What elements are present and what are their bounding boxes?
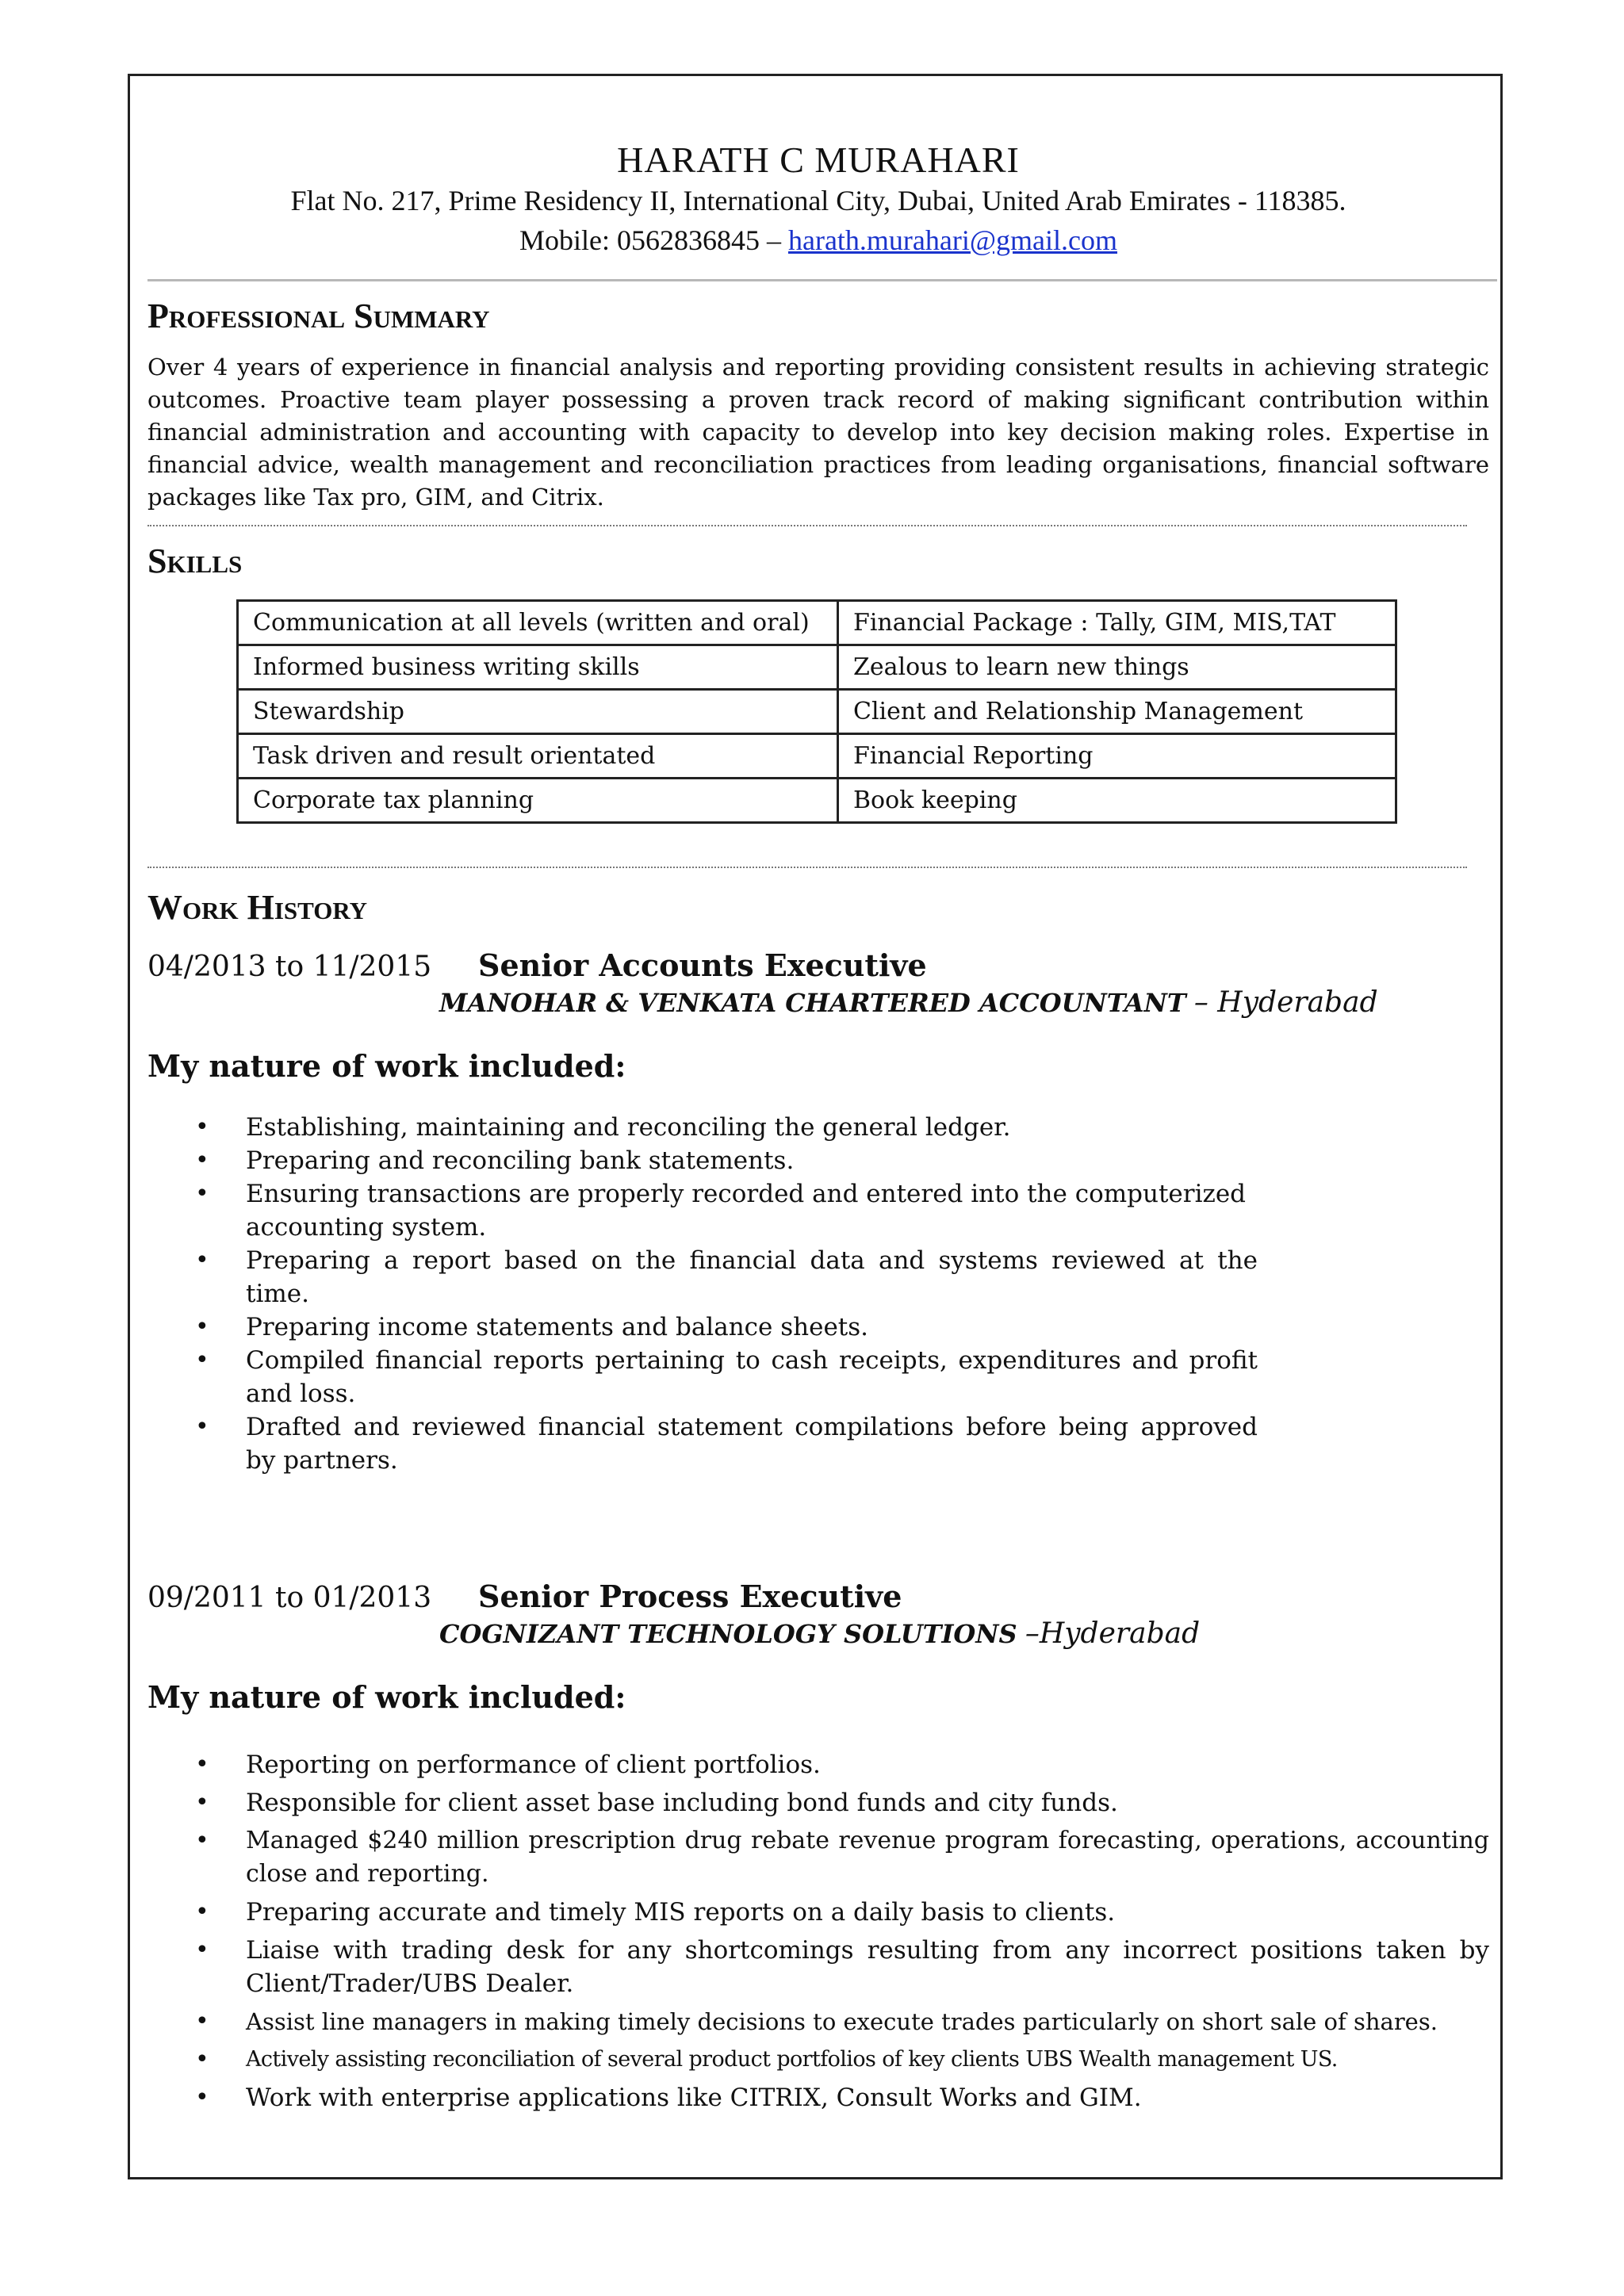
bullet-icon: • [195, 2084, 209, 2111]
bullet-icon: • [195, 1413, 209, 1441]
nature-of-work-label: My nature of work included: [147, 1679, 626, 1715]
nature-of-work-label: My nature of work included: [147, 1048, 626, 1084]
skill-cell: Corporate tax planning [238, 779, 838, 823]
job-company-line [147, 985, 1489, 1020]
bullet-icon: • [195, 1313, 209, 1341]
bullet-icon: • [195, 1146, 209, 1174]
table-row [238, 601, 1396, 645]
list-item: • Establishing, maintaining and reconciling the general ledger. [147, 1111, 1258, 1144]
job-header [147, 1578, 1489, 1617]
bullet-icon: • [195, 1180, 209, 1207]
summary-heading: Professional Summary [147, 297, 490, 335]
list-item: • Work with enterprise applications like CITRIX, Consult Works and GIM. [147, 2081, 1489, 2114]
bullet-icon: • [195, 2007, 209, 2035]
table-row [238, 734, 1396, 779]
skills-table [236, 599, 1397, 824]
skill-cell: Informed business writing skills [238, 645, 838, 690]
list-item: • Ensuring transactions are properly recorded and entered into the computerized accounting system. [147, 1177, 1253, 1244]
job-entry [147, 1578, 1489, 2114]
bullet-icon: • [195, 1246, 209, 1274]
list-item: • Managed $240 million prescription drug rebate revenue program forecasting, operations, accounting close and reporting. [147, 1824, 1489, 1891]
job-period: 09/2011 to 01/2013 [147, 1582, 432, 1614]
list-item: • Preparing income statements and balance sheets. [147, 1311, 1258, 1344]
header-divider [147, 279, 1497, 281]
list-item: • Liaise with trading desk for any shortcomings resulting from any incorrect positions taken by Client/Trader/UBS Dealer. [147, 1934, 1489, 2000]
table-row [238, 645, 1396, 690]
skill-cell: Book keeping [838, 779, 1396, 823]
list-item: • Responsible for client asset base including bond funds and city funds. [147, 1786, 1489, 1820]
job-company-line [147, 1617, 1489, 1651]
job-entry [147, 947, 1489, 1477]
bullet-icon: • [195, 2045, 209, 2073]
bullet-icon: • [195, 1113, 209, 1141]
skills-heading: Skills [147, 541, 243, 580]
bullet-icon: • [195, 1827, 209, 1854]
skill-cell: Client and Relationship Management [838, 690, 1396, 734]
contact-line [147, 220, 1489, 260]
skills-divider [147, 867, 1467, 868]
list-item: • Preparing a report based on the financial data and systems reviewed at the time. [147, 1244, 1258, 1311]
job-period: 04/2013 to 11/2015 [147, 951, 432, 983]
skill-cell: Financial Reporting [838, 734, 1396, 779]
list-item: • Drafted and reviewed financial statement compilations before being approved by partners. [147, 1410, 1258, 1477]
table-row [238, 779, 1396, 823]
work-history-heading: Work History [147, 888, 368, 927]
company-name: MANOHAR & VENKATA CHARTERED ACCOUNTANT [439, 988, 1186, 1018]
company-name: COGNIZANT TECHNOLOGY SOLUTIONS [439, 1619, 1017, 1649]
skill-cell: Stewardship [238, 690, 838, 734]
bullet-icon: • [195, 1789, 209, 1816]
skill-cell: Task driven and result orientated [238, 734, 838, 779]
duties-list [147, 1111, 1258, 1477]
resume-content [147, 140, 1489, 2114]
list-item: • Actively assisting reconciliation of several product portfolios of key clients UBS Wealth management US. [147, 2043, 1489, 2076]
table-row [238, 690, 1396, 734]
candidate-name: HARATH C MURAHARI [617, 140, 1020, 180]
resume-header [147, 140, 1489, 260]
duties-list [147, 1748, 1489, 2114]
list-item: • Compiled financial reports pertaining to cash receipts, expenditures and profit and loss. [147, 1344, 1258, 1410]
summary-text: Over 4 years of experience in financial analysis and reporting providing consistent results in achieving strategic outcomes. Proactive team player possessing a proven track record of making significant contribution within financial administration and accounting with capacity to develop into key decision making roles. Expertise in financial advice, wealth management and reconciliation practices from leading organisations, financial software packages like Tax pro, GIM, and Citrix. [147, 354, 1489, 511]
bullet-icon: • [195, 1898, 209, 1926]
email-link[interactable]: harath.murahari@gmail.com [787, 224, 1117, 256]
skill-cell: Financial Package : Tally, GIM, MIS,TAT [838, 601, 1396, 645]
company-location: –Hyderabad [1025, 1617, 1201, 1650]
bullet-icon: • [195, 1346, 209, 1374]
summary-divider [147, 525, 1467, 526]
mobile-text: Mobile: 0562836845 – [519, 224, 781, 256]
skill-cell: Communication at all levels (written and oral) [238, 601, 838, 645]
job-header [147, 947, 1489, 985]
company-location: – Hyderabad [1193, 986, 1378, 1019]
address-line: Flat No. 217, Prime Residency II, International City, Dubai, United Arab Emirates - 118385. [290, 185, 1346, 216]
list-item: • Reporting on performance of client portfolios. [147, 1748, 1489, 1781]
list-item: • Preparing and reconciling bank statements. [147, 1144, 1258, 1177]
job-title: Senior Process Executive [478, 1578, 902, 1614]
list-item: • Assist line managers in making timely decisions to execute trades particularly on short sale of shares. [147, 2005, 1489, 2038]
list-item: • Preparing accurate and timely MIS reports on a daily basis to clients. [147, 1896, 1489, 1929]
skill-cell: Zealous to learn new things [838, 645, 1396, 690]
bullet-icon: • [195, 1751, 209, 1778]
job-title: Senior Accounts Executive [478, 947, 927, 983]
bullet-icon: • [195, 1936, 209, 1964]
